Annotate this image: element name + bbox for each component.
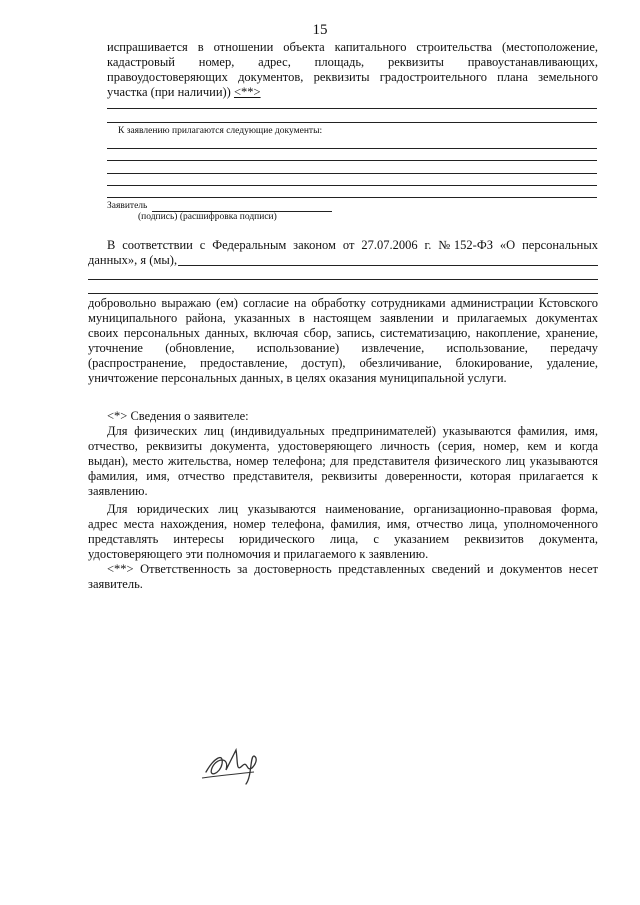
blank-line (88, 279, 598, 280)
handwritten-signature (196, 738, 276, 788)
blank-line (107, 122, 597, 123)
blank-line (107, 197, 597, 198)
consent-body-last: уничтожение персональных данных, в целях оказания муниципальной услуги. (88, 371, 507, 385)
legal-line-3: представлять интересы юридического лица, с указанием реквизитов документа, (88, 532, 598, 546)
legal-line-1: Для юридических лиц указываются наименование, организационно-правовая форма, (107, 502, 598, 516)
page-number: 15 (312, 22, 328, 38)
blank-line (107, 108, 597, 109)
blank-line (178, 265, 598, 266)
footnote-ref-link[interactable]: <**> (233, 85, 261, 99)
responsibility-last: заявитель. (88, 577, 143, 591)
individuals-last: заявлению. (88, 484, 148, 498)
consent-line-2: данных», я (мы), (88, 253, 178, 267)
intro-line-2: кадастровый номер, адрес, площадь, реквизиты правоустанавливающих, (107, 55, 598, 69)
blank-line (107, 185, 597, 186)
consent-body-4: уточнение (обновление, использование) извлечение, использование, передачу (88, 341, 598, 355)
applicant-heading: <*> Сведения о заявителе: (107, 409, 249, 423)
individuals-line-3: выдан), место жительства, номер телефона; для представителя физического лиц указываются (88, 454, 598, 468)
individuals-line-4: фамилия, имя, отчество представителя, реквизиты доверенности, которая прилагается к (88, 469, 598, 483)
blank-line (107, 160, 597, 161)
consent-body-3: своих персональных данных, включая сбор, запись, систематизацию, накопление, хранение, (88, 326, 598, 340)
blank-line (88, 293, 598, 294)
legal-line-2: адрес места нахождения, номер телефона, фамилия, имя, отчество лица, уполномоченного (88, 517, 598, 531)
consent-body-5: (распространение, предоставление, доступ), обезличивание, блокирование, удаление, (88, 356, 598, 370)
responsibility-line: <**> Ответственность за достоверность представленных сведений и документов несет (107, 562, 598, 576)
consent-body-2: муниципального района, указанных в настоящем заявлении и прилагаемых документах (88, 311, 598, 325)
intro-line-1: испрашивается в отношении объекта капитального строительства (местоположение, (107, 40, 598, 54)
consent-body-1: добровольно выражаю (ем) согласие на обработку сотрудниками администрации Кстовского (88, 296, 598, 310)
intro-last-text: участка (при наличии)) (107, 85, 231, 99)
blank-line (107, 173, 597, 174)
applicant-label: Заявитель (107, 201, 148, 211)
signature-caption: (подпись) (расшифровка подписи) (138, 212, 277, 222)
attachments-label: К заявлению прилагаются следующие документы: (118, 126, 323, 136)
intro-last-line (107, 85, 261, 100)
consent-line-1: В соответствии с Федеральным законом от 27.07.2006 г. №152-ФЗ «О персональных (107, 238, 598, 252)
individuals-line-1: Для физических лиц (индивидуальных предпринимателей) указываются фамилия, имя, (107, 424, 598, 438)
legal-last: удостоверяющего эти полномочия и прилагаемого к заявлению. (88, 547, 429, 561)
blank-line (107, 148, 597, 149)
individuals-line-2: отчество, реквизиты документа, удостоверяющего личность (серия, номер, кем и когда (88, 439, 598, 453)
intro-line-3: правоудостоверяющих документов, реквизиты градостроительного плана земельного (107, 70, 598, 84)
